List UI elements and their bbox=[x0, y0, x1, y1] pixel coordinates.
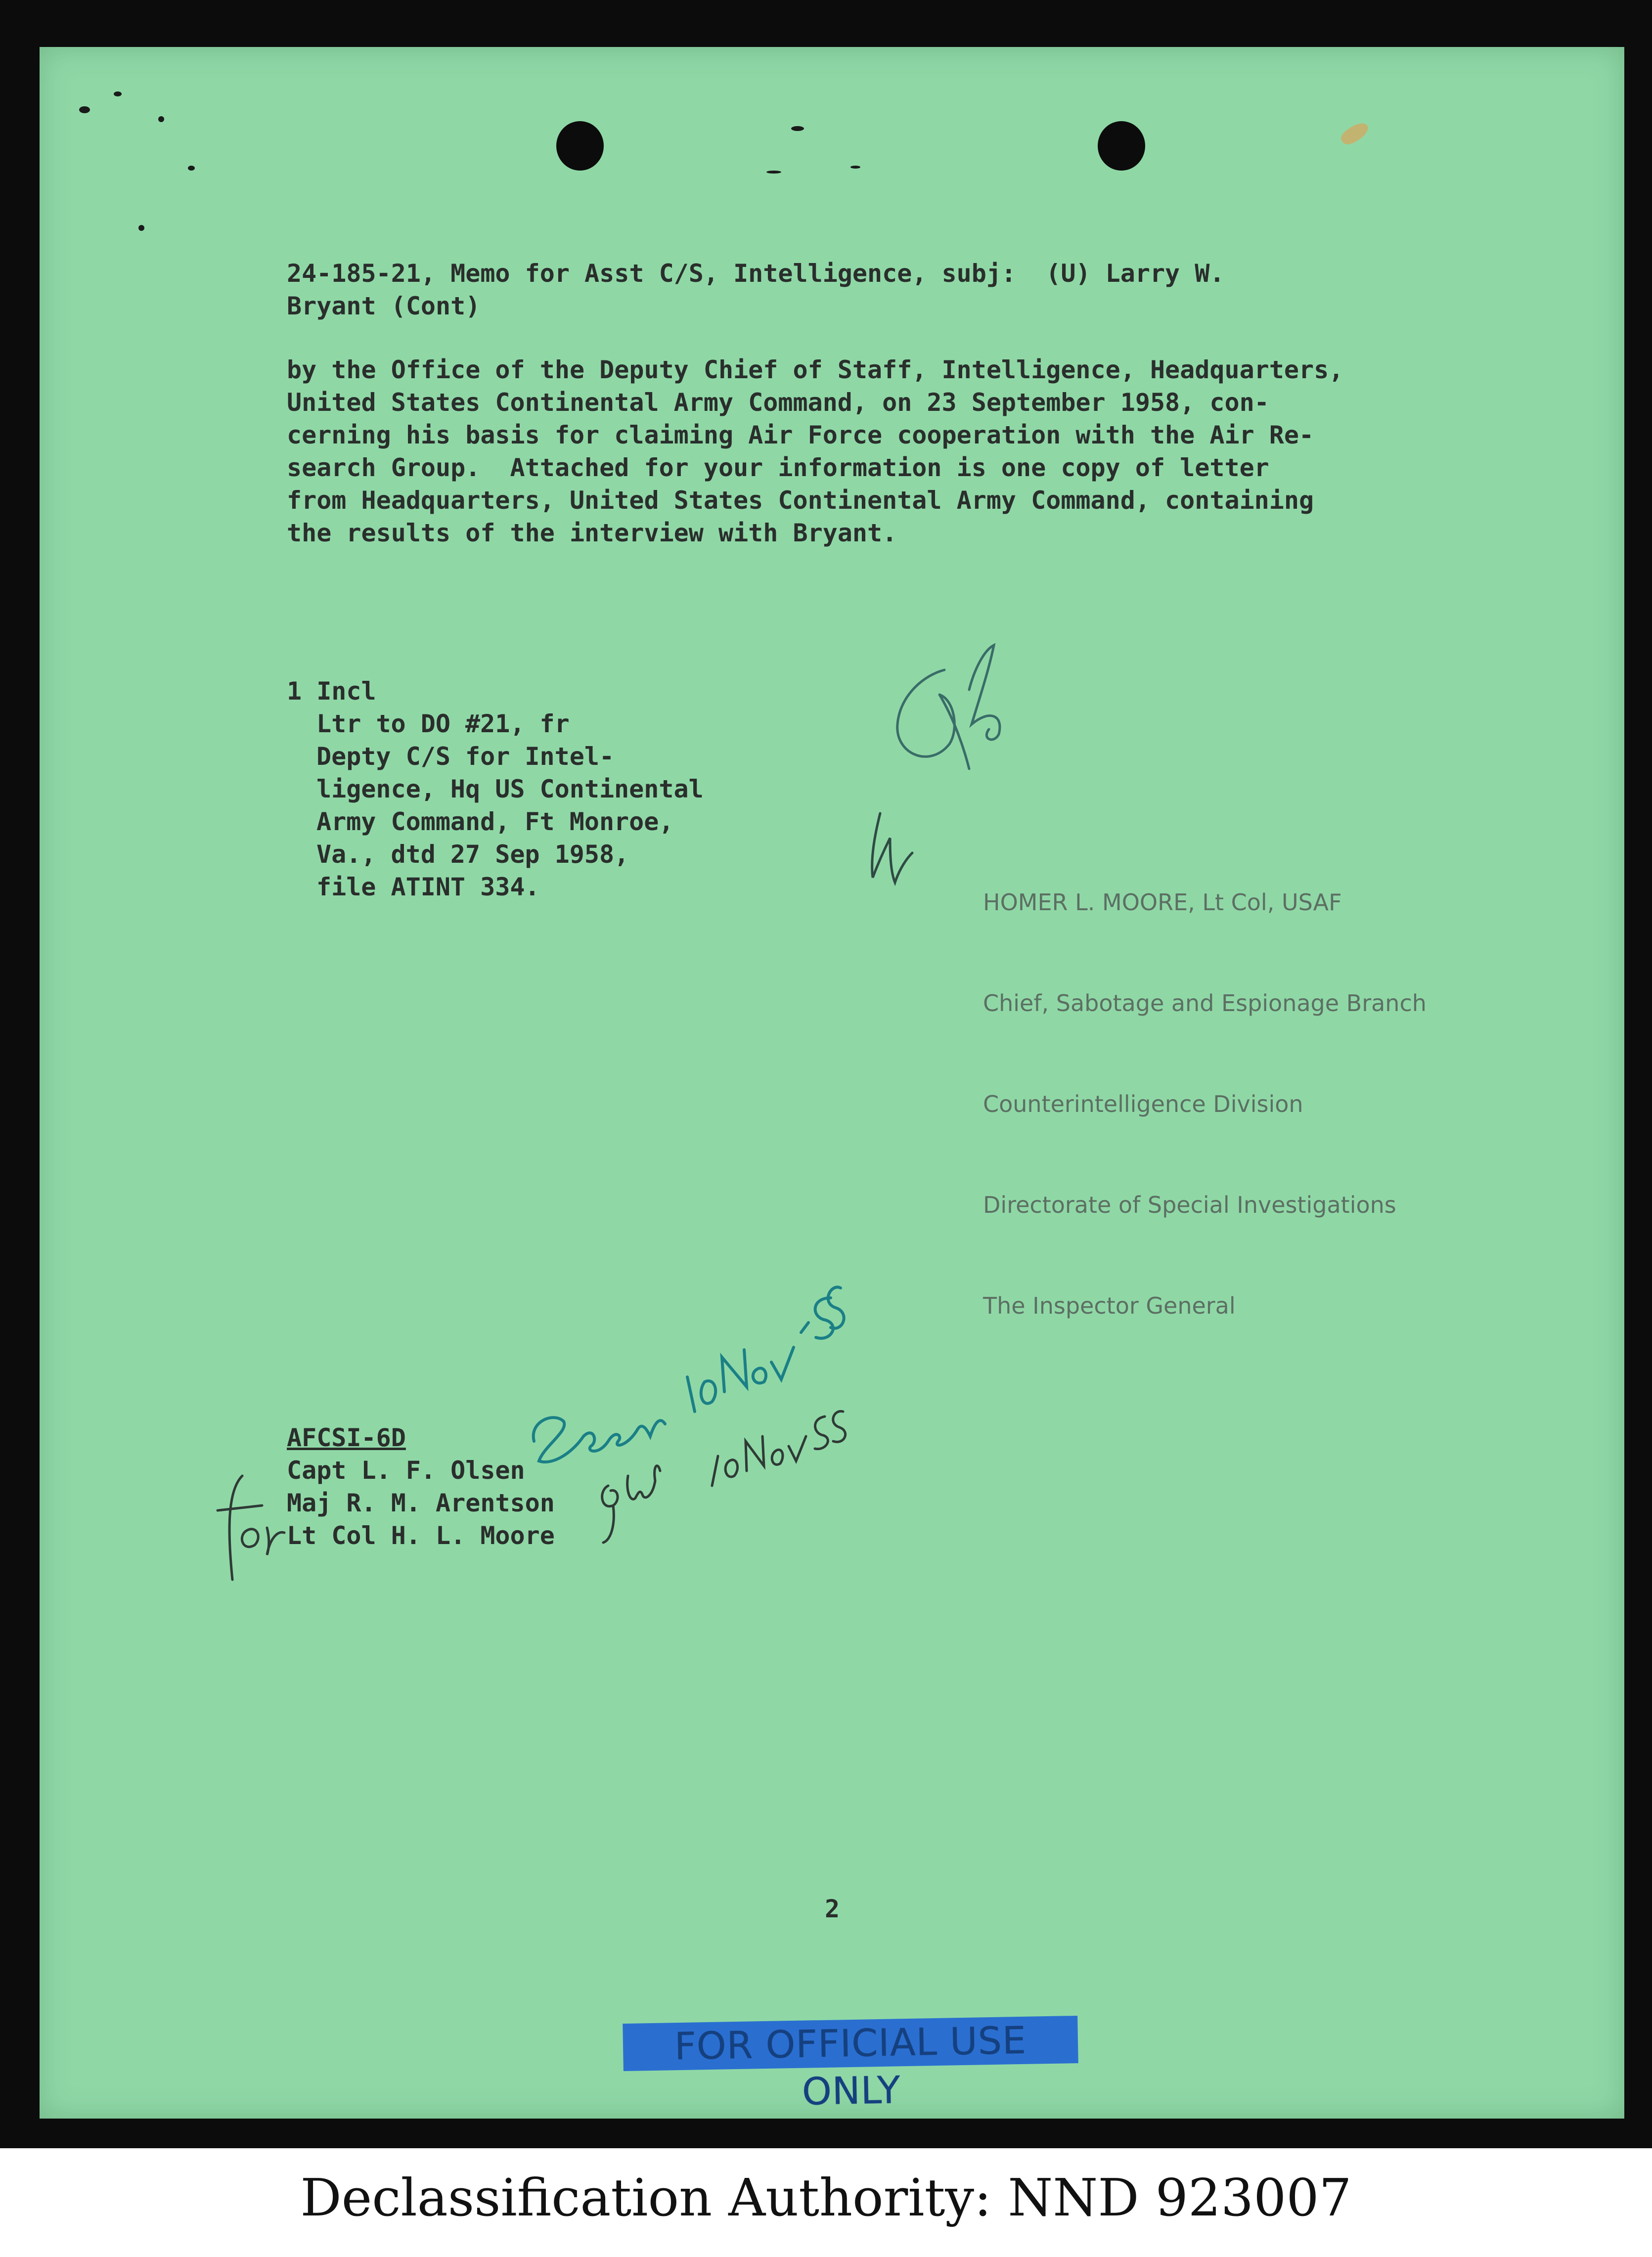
punch-hole-right bbox=[1098, 121, 1145, 171]
handwritten-signature bbox=[870, 640, 1028, 789]
body-line: from Headquarters, United States Continental Army Command, containing bbox=[287, 486, 1314, 515]
ink-speck bbox=[114, 91, 122, 96]
inclosure-line: ligence, Hq US Continental bbox=[316, 775, 704, 803]
signer-title-line: Chief, Sabotage and Espionage Branch bbox=[983, 990, 1427, 1017]
body-line: the results of the interview with Bryant. bbox=[287, 519, 897, 547]
inclosure-heading: 1 Incl bbox=[287, 677, 376, 706]
ink-speck bbox=[766, 171, 781, 174]
handwritten-initial-mark bbox=[860, 803, 920, 892]
memo-header-line-1: 24-185-21, Memo for Asst C/S, Intelligence, subj: (U) Larry W. bbox=[287, 259, 1225, 288]
handwritten-initials-date bbox=[588, 1392, 865, 1550]
coordination-line: Lt Col H. L. Moore bbox=[287, 1521, 555, 1550]
declassification-footer: Declassification Authority: NND 923007 bbox=[0, 2148, 1652, 2257]
ink-speck bbox=[158, 116, 164, 122]
ink-speck bbox=[188, 166, 195, 171]
signer-name: HOMER L. MOORE, Lt Col, USAF bbox=[983, 889, 1342, 916]
body-line: United States Continental Army Command, on 23 September 1958, con- bbox=[287, 388, 1269, 417]
coordination-line: Maj R. M. Arentson bbox=[287, 1489, 555, 1517]
office-symbol: AFCSI-6D bbox=[287, 1423, 406, 1452]
inclosure-line: Army Command, Ft Monroe, bbox=[316, 807, 674, 836]
signer-title-line: Directorate of Special Investigations bbox=[983, 1192, 1396, 1218]
ink-speck bbox=[138, 225, 144, 231]
memo-header-line-2: Bryant (Cont) bbox=[287, 292, 481, 320]
signer-title-line: Counterintelligence Division bbox=[983, 1091, 1303, 1117]
rust-stain bbox=[1339, 119, 1371, 148]
inclosure-line: Ltr to DO #21, fr bbox=[316, 709, 570, 738]
official-use-marking bbox=[623, 2016, 1078, 2114]
ink-speck bbox=[79, 106, 90, 113]
body-line: by the Office of the Deputy Chief of Staff, Intelligence, Headquarters, bbox=[287, 355, 1344, 384]
signature-stamp bbox=[983, 818, 1427, 1390]
inclosure-line: Va., dtd 27 Sep 1958, bbox=[316, 840, 629, 869]
handwritten-for-note bbox=[208, 1471, 287, 1590]
ink-speck bbox=[791, 126, 804, 131]
inclosure-line: file ATINT 334. bbox=[316, 873, 540, 901]
punch-hole-left bbox=[556, 121, 604, 171]
inclosure-line: Depty C/S for Intel- bbox=[316, 742, 615, 771]
body-line: search Group. Attached for your information is one copy of letter bbox=[287, 453, 1269, 482]
official-use-text: FOR OFFICIAL USE ONLY bbox=[674, 2018, 1027, 2114]
coordination-line: Capt L. F. Olsen bbox=[287, 1456, 525, 1485]
page-number: 2 bbox=[825, 1895, 840, 1923]
body-line: cerning his basis for claiming Air Force cooperation with the Air Re- bbox=[287, 421, 1314, 449]
document-page bbox=[40, 47, 1624, 2119]
ink-speck bbox=[850, 166, 860, 169]
signer-title-line: The Inspector General bbox=[983, 1292, 1236, 1319]
